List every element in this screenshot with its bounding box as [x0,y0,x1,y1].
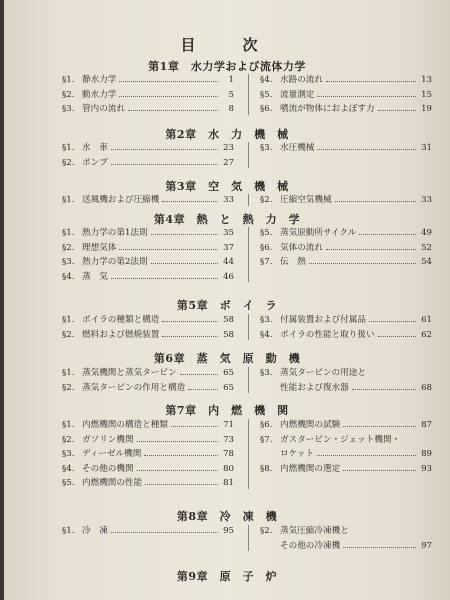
section-title: 伝 熱 [280,257,306,267]
section-title: 熱力学の第1法則 [82,228,148,238]
page-number: 1 [228,75,234,85]
leader-dots [343,470,416,471]
leader-dots [119,249,218,250]
page-number: 13 [421,75,432,85]
page-number: 80 [223,463,234,474]
page-number: 93 [421,463,432,474]
leader-dots [137,441,218,442]
section-number: §5. [260,89,273,100]
section-title: ロケット [280,449,314,459]
leader-dots [119,81,218,82]
section-number: §4. [62,463,75,474]
page-number: 87 [421,420,432,430]
left-column [62,313,234,342]
column-divider [248,74,249,115]
page-number: 97 [421,540,432,551]
left-column [62,226,234,284]
section-number: §2. [62,89,75,100]
chapter-heading: 第6章 蒸 気 原 動 機 [153,352,301,365]
leader-dots [317,455,416,456]
column-divider [248,367,249,393]
section-title: 内燃機関の性能 [82,478,143,488]
chapter-heading: 第1章 水力学および流体力学 [148,60,306,73]
section-title: 水圧機械 [280,143,315,153]
section-number: §2. [62,382,75,393]
section-number: §4. [260,75,273,85]
section-title: 燃料および燃焼装置 [82,329,160,340]
leader-dots [317,96,416,97]
left-column [62,524,234,539]
left-column [62,73,234,117]
leader-dots [317,149,416,150]
page-number: 49 [421,228,432,238]
section-number: §2. [260,526,273,536]
toc-entry [62,193,234,208]
section-title: 理想気体 [82,242,117,253]
toc-page [4,0,450,600]
leader-dots [144,455,218,456]
section-title: ガスタービン・ジェット機関・ [280,434,401,445]
left-column [62,141,234,170]
toc-entry [260,193,432,208]
section-number: §4. [62,271,75,282]
toc-entry [62,418,234,433]
toc-entry [62,381,234,396]
section-title: 内燃機関の試験 [280,420,341,430]
section-title: 水 車 [82,143,108,153]
leader-dots [359,234,416,235]
page-number: 71 [223,420,234,430]
chapter-heading: 第4章 熱 と 熱 力 学 [153,213,301,226]
section-title: 冷 凍 [82,526,108,536]
leader-dots [128,110,218,111]
toc-entry [260,88,432,103]
toc-entry [62,433,234,448]
page-number: 65 [223,368,234,378]
toc-entry [62,156,234,171]
page-number: 89 [421,449,432,459]
leader-dots [343,547,416,548]
leader-dots [162,321,218,322]
toc-entry [62,141,234,156]
section-title: 噴流が物体におよぼす力 [280,104,375,114]
toc-entry [260,462,432,477]
leader-dots [162,336,218,337]
chapter-heading: 第7章 内 燃 機 関 [165,404,289,417]
section-title: 付属装置および付属品 [280,315,366,325]
section-title: 蒸 気 [82,271,108,282]
right-column [260,193,432,208]
leader-dots [119,96,218,97]
section-number: §2. [260,195,273,205]
page-number: 33 [421,195,432,205]
leader-dots [326,249,416,250]
toc-entry [62,447,234,462]
section-number: §3. [62,104,75,114]
page-number: 52 [421,242,432,253]
section-number: §4. [260,329,273,340]
toc-entry [62,366,234,381]
section-title: 動水力学 [82,89,117,100]
page-number: 44 [223,257,234,267]
section-number: §6. [260,242,273,253]
section-title: 蒸気機関と蒸気タービン [82,368,177,378]
leader-dots [111,149,218,150]
section-title: 内燃機関の構造と種類 [82,420,168,430]
leader-dots [111,164,218,165]
section-title: 蒸気タービンの用途と [280,368,366,378]
section-title: 管内の流れ [82,104,125,114]
leader-dots [151,263,218,264]
toc-entry [260,366,432,381]
toc-entry [62,88,234,103]
page-number: 62 [421,329,432,340]
leader-dots [188,389,218,390]
page-number: 81 [223,478,234,488]
chapter-heading: 第3章 空 気 機 械 [165,180,289,193]
section-number: §1. [62,143,75,153]
section-number: §8. [260,463,273,474]
toc-entry [260,73,432,88]
section-title: 蒸気タービンの作用と構造 [82,382,186,393]
toc-entry [260,313,432,328]
section-title: ディーゼル機関 [82,449,142,459]
section-number: §2. [62,157,75,168]
leader-dots [171,426,218,427]
leader-dots [309,263,416,264]
section-number: §1. [62,75,75,85]
toc-entry [62,226,234,241]
section-number: §7. [260,257,273,267]
toc-entry [260,141,432,156]
toc-entry [62,313,234,328]
section-number: §1. [62,315,75,325]
right-column [260,141,432,156]
section-title: ボイラの性能と取り扱い [280,329,375,340]
column-divider [248,419,249,489]
section-number: §3. [62,449,75,459]
section-title: 性能および復水器 [280,382,349,393]
leader-dots [369,321,416,322]
leader-dots [343,426,416,427]
section-number: §1. [62,195,75,205]
leader-dots [335,201,416,202]
section-title: 圧縮空気機械 [280,195,332,205]
page-number: 37 [223,242,234,253]
right-column [260,226,432,270]
leader-dots [111,278,218,279]
section-number: §3. [62,257,75,267]
column-divider [248,525,249,551]
section-title: 熱力学の第2法則 [82,257,148,267]
leader-dots [151,234,218,235]
page-number: 19 [421,104,432,114]
section-number: §3. [260,143,273,153]
toc-entry [62,270,234,285]
page-number: 27 [223,157,234,168]
column-divider [248,227,249,282]
section-number: §2. [62,434,75,445]
toc-entry [62,102,234,117]
right-column [260,313,432,342]
toc-entry [62,524,234,539]
page-number: 58 [223,329,234,340]
section-number: §1. [62,368,75,378]
section-title: 流量測定 [280,89,315,100]
page-number: 35 [223,228,234,238]
section-number: §3. [260,368,273,378]
leader-dots [145,484,218,485]
page-number: 23 [223,143,234,153]
right-column [260,366,432,395]
toc-entry [260,226,432,241]
section-title: ポンプ [82,157,108,168]
page-number: 95 [223,526,234,536]
section-number: §5. [260,228,273,238]
section-title: 蒸気圧縮冷凍機と [280,526,349,536]
page-number: 5 [228,89,234,100]
right-column [260,73,432,117]
toc-entry [260,418,432,433]
right-column [260,418,432,476]
toc-entry [260,241,432,256]
page-number: 33 [223,195,234,205]
column-divider [248,194,249,206]
section-number: §1. [62,228,75,238]
section-title: 水路の流れ [280,75,323,85]
section-title: 内燃機関の選定 [280,463,341,474]
toc-entry [260,102,432,117]
section-number: §6. [260,420,273,430]
page-number: 78 [223,449,234,459]
page-number: 46 [223,271,234,282]
page-number: 15 [421,89,432,100]
section-number: §1. [62,526,75,536]
toc-entry [62,73,234,88]
section-title: 送風機および圧縮機 [82,195,160,205]
section-number: §2. [62,242,75,253]
right-column [260,524,432,553]
leader-dots [378,110,416,111]
toc-entry [62,255,234,270]
leader-dots [326,81,416,82]
section-title: ガソリン機関 [82,434,134,445]
page-number: 8 [228,104,234,114]
leader-dots [137,470,218,471]
left-column [62,418,234,491]
section-title: 静水力学 [82,75,117,85]
section-number: §5. [62,478,75,488]
leader-dots [352,389,416,390]
toc-entry [260,381,432,396]
chapter-heading: 第5章 ボ イ ラ [176,299,278,312]
toc-entry [62,328,234,343]
toc-entry [260,328,432,343]
section-title: その他の機関 [82,463,134,474]
section-number: §2. [62,329,75,340]
left-column [62,193,234,208]
section-number: §1. [62,420,75,430]
toc-entry [62,241,234,256]
column-divider [248,314,249,340]
page-number: 58 [223,315,234,325]
page-number: 31 [421,143,432,153]
section-title: 気体の流れ [280,242,323,253]
toc-entry [260,255,432,270]
page-number: 54 [421,257,432,267]
section-number: §7. [260,434,273,445]
leader-dots [162,201,218,202]
leader-dots [111,532,218,533]
section-number: §6. [260,104,273,114]
page-number: 73 [223,434,234,445]
page-title: 目 次 [180,36,274,54]
toc-entry [260,524,432,539]
page-number: 68 [421,382,432,393]
left-column [62,366,234,395]
chapter-heading: 第8章 冷 凍 機 [176,510,278,523]
toc-entry [260,447,432,462]
chapter-heading: 第9章 原 子 炉 [176,570,278,583]
page-number: 65 [223,382,234,393]
toc-entry [260,539,432,554]
section-number: §3. [260,315,273,325]
section-title: ボイラの種類と構造 [82,315,160,325]
leader-dots [180,374,218,375]
page-number: 61 [421,315,432,325]
toc-entry [62,462,234,477]
toc-entry [62,476,234,491]
column-divider [248,142,249,168]
section-title: 蒸気原動所サイクル [280,228,357,238]
section-title: その他の冷凍機 [280,540,341,551]
leader-dots [378,336,416,337]
toc-entry [260,433,432,448]
chapter-heading: 第2章 水 力 機 械 [165,128,289,141]
